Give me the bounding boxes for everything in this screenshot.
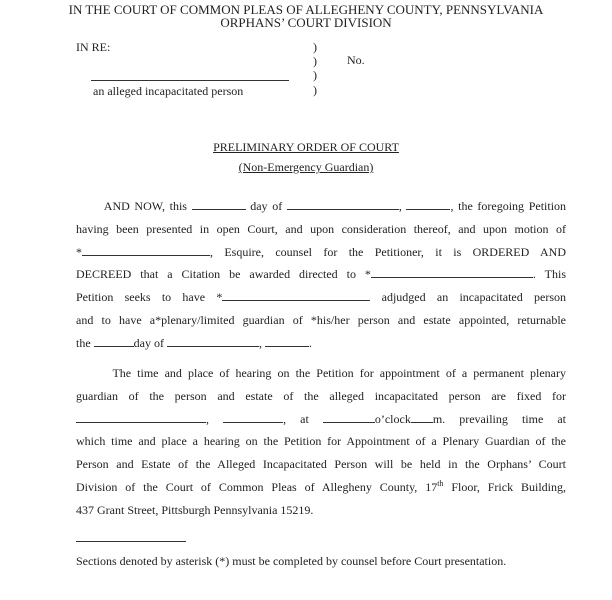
counsel-name-blank bbox=[82, 244, 210, 256]
paragraph-line: and to have a*plenary/limited guardian of *his/her person and estate appointed, returnable bbox=[76, 312, 566, 327]
citation-party-blank bbox=[371, 266, 533, 278]
paragraph-line: Petition seeks to have * adjudged an incapacitated person bbox=[76, 290, 566, 305]
paragraph-hearing bbox=[76, 362, 566, 522]
year-blank bbox=[406, 198, 450, 210]
paragraph-line: , , at o’clock m. prevailing time at bbox=[76, 408, 566, 431]
hearing-hour-blank bbox=[323, 411, 375, 423]
paragraph-line: Person and Estate of the Alleged Incapacitated Person will be held in the Orphans’ Court bbox=[76, 457, 566, 472]
paragraph-line: having been presented in open Court, and upon consideration thereof, and upon motion of bbox=[76, 221, 566, 236]
case-number-label: No. bbox=[347, 53, 365, 67]
caption-paren: ) bbox=[313, 83, 317, 97]
paragraph-line: AND NOW, this day of , , the foregoing Petition bbox=[103, 199, 567, 213]
court-header-line-2: ORPHANS’ COURT DIVISION bbox=[220, 15, 392, 30]
paragraph-line: Division of the Court of Common Pleas of Allegheny County, 17th Floor, Frick Building, bbox=[76, 478, 566, 494]
party-label: an alleged incapacitated person bbox=[93, 84, 244, 98]
person-name-blank bbox=[222, 289, 370, 301]
am-pm-blank bbox=[411, 411, 433, 423]
paragraph-line: the day of , . bbox=[76, 335, 312, 350]
party-name-blank bbox=[91, 80, 289, 81]
month-blank bbox=[287, 198, 399, 210]
paragraph-line: The time and place of hearing on the Petition for appointment of a permanent plenary bbox=[112, 366, 567, 380]
hearing-year-blank bbox=[223, 411, 283, 423]
paragraph-line: * , Esquire, counsel for the Petitioner, it is ORDERED AND bbox=[76, 244, 566, 259]
order-subtitle: (Non-Emergency Guardian) bbox=[238, 160, 374, 174]
paragraph-line: DECREED that a Citation be awarded directed to * . This bbox=[76, 267, 566, 282]
caption-paren: ) bbox=[313, 40, 317, 54]
order-title: PRELIMINARY ORDER OF COURT bbox=[213, 140, 399, 154]
paragraph-order bbox=[76, 195, 566, 355]
day-blank bbox=[192, 198, 246, 210]
caption-paren: ) bbox=[313, 54, 317, 68]
paragraph-line: 437 Grant Street, Pittsburgh Pennsylvania 15219. bbox=[76, 502, 314, 517]
paragraph-line: guardian of the person and estate of the alleged incapacitated person are fixed for bbox=[76, 388, 566, 403]
return-day-blank bbox=[94, 335, 134, 347]
footnote-separator bbox=[76, 541, 186, 542]
return-month-blank bbox=[167, 335, 259, 347]
return-year-blank bbox=[265, 335, 309, 347]
caption-paren: ) bbox=[313, 68, 317, 82]
in-re-label: IN RE: bbox=[76, 40, 111, 54]
court-header-line-1: IN THE COURT OF COMMON PLEAS OF ALLEGHENY COUNTY, PENNSYLVANIA bbox=[68, 2, 544, 17]
paragraph-line: which time and place a hearing on the Petition for Appointment of a Plenary Guardian of the bbox=[76, 434, 566, 449]
hearing-date-blank bbox=[76, 411, 206, 423]
footnote: Sections denoted by asterisk (*) must be completed by counsel before Court presentation. bbox=[76, 554, 507, 568]
